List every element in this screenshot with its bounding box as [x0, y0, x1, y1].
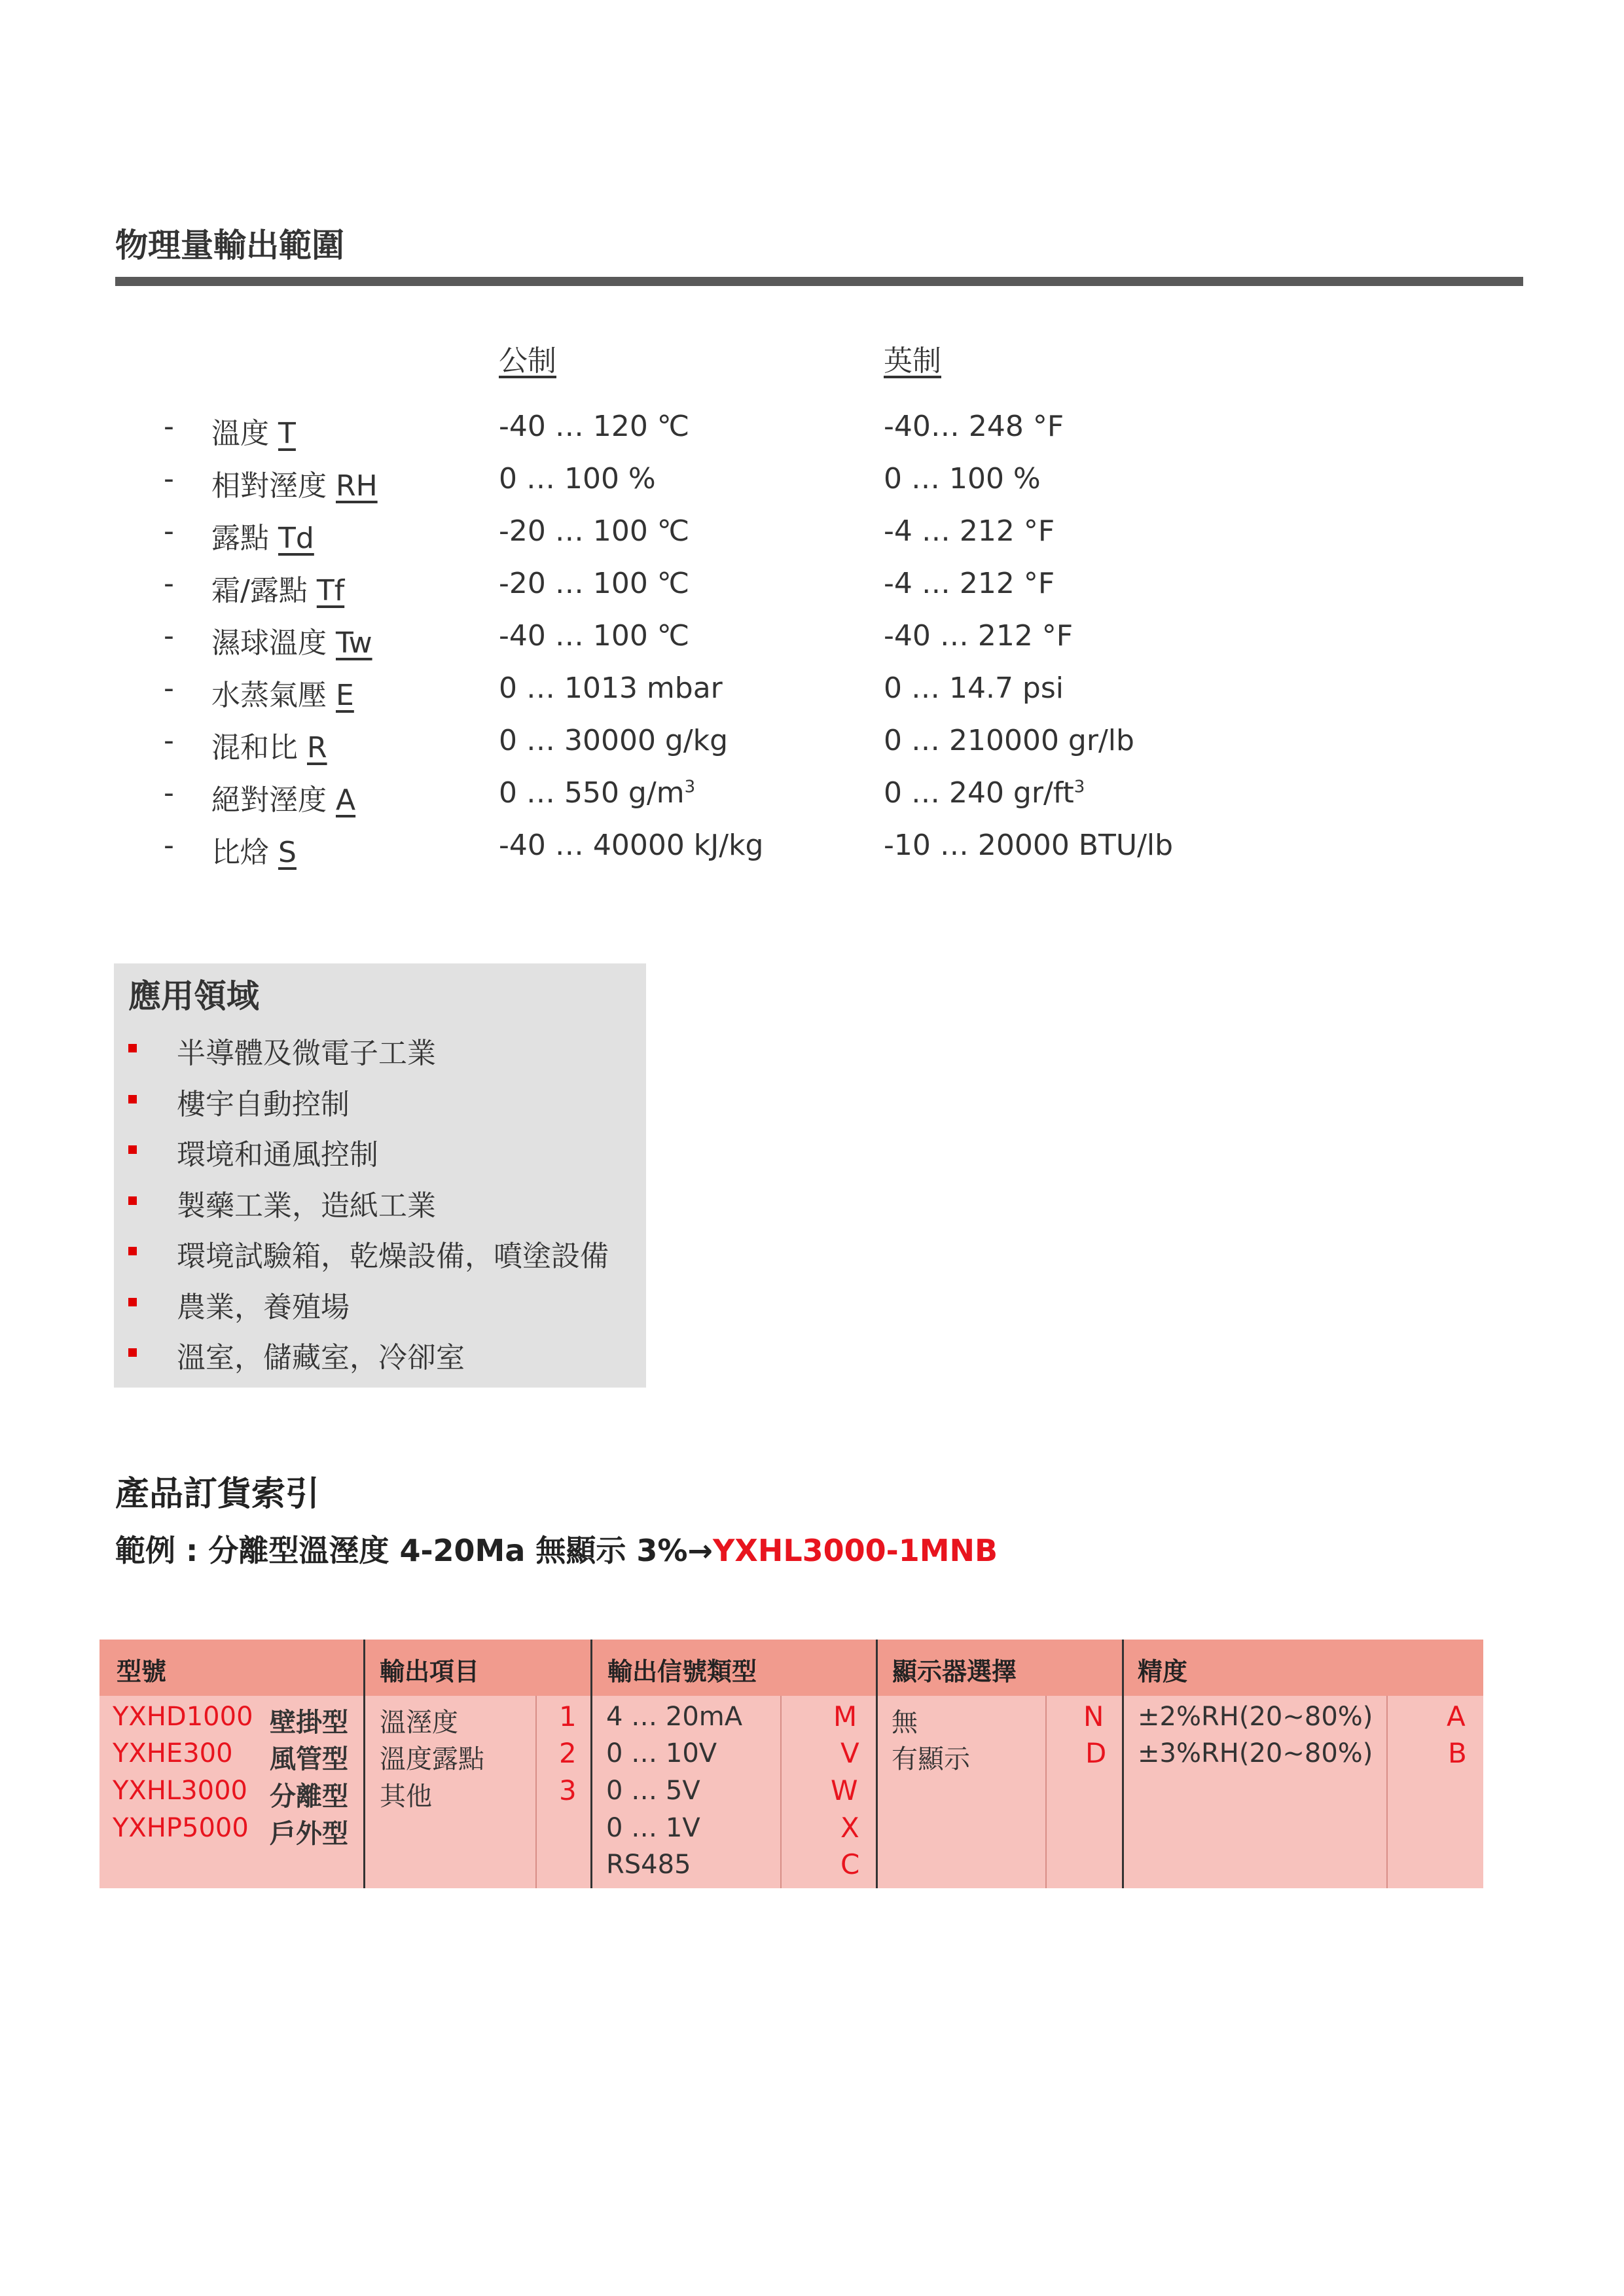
quantity-row	[0, 567, 1624, 619]
imperial-range: 0 … 210000 gr/lb	[884, 724, 1134, 757]
metric-range: 0 … 100 %	[499, 462, 656, 495]
quantity-name: 濕球溫度 Tw	[211, 626, 372, 660]
dash: -	[164, 619, 174, 653]
dash: -	[164, 462, 174, 495]
bullet-icon	[128, 1247, 137, 1255]
metric-range: -40 … 40000 kJ/kg	[499, 829, 764, 862]
order-table-header	[99, 1640, 1483, 1696]
signal-label: 0 … 5V	[606, 1776, 700, 1806]
model-code: YXHP5000	[113, 1813, 249, 1843]
metric-range: 0 … 550 $g/m^3$	[499, 776, 696, 810]
subcolumn-divider	[535, 1696, 537, 1888]
imperial-range: -4 … 212 °F	[884, 514, 1055, 548]
header-model: 型號	[117, 1657, 167, 1686]
column-divider	[876, 1640, 878, 1888]
quantity-name: 溫度 T	[211, 417, 296, 450]
metric-range: -40 … 100 ℃	[499, 619, 690, 653]
dash: -	[164, 567, 174, 600]
metric-range: 0 … 1013 mbar	[499, 672, 723, 705]
imperial-range: 0 … 100 %	[884, 462, 1041, 495]
signal-code: V	[840, 1737, 859, 1769]
model-type: 戶外型	[270, 1819, 348, 1849]
output-code: 2	[559, 1737, 577, 1769]
model-type: 分離型	[270, 1782, 348, 1812]
bullet-icon	[128, 1348, 137, 1357]
bullet-icon	[128, 1298, 137, 1306]
signal-code: C	[840, 1848, 860, 1880]
model-type: 壁掛型	[270, 1708, 348, 1738]
order-example: 範例 : 分離型溫溼度 4-20Ma 無顯示 3%→YXHL3000-1MNB	[115, 1533, 998, 1568]
section-title-ordering: 產品訂貨索引	[115, 1475, 320, 1514]
output-code: 3	[559, 1774, 577, 1806]
column-divider	[363, 1640, 365, 1888]
quantity-name: 混和比 R	[211, 731, 327, 764]
quantity-name: 水蒸氣壓 E	[211, 679, 354, 712]
column-divider	[590, 1640, 592, 1888]
quantity-row	[0, 619, 1624, 672]
accuracy-code: B	[1448, 1737, 1467, 1769]
signal-label: 4 … 20mA	[606, 1702, 743, 1732]
model-type: 風管型	[270, 1744, 348, 1774]
metric-range: -20 … 100 ℃	[499, 514, 690, 548]
column-divider	[1122, 1640, 1124, 1888]
display-code: N	[1083, 1700, 1104, 1732]
quantity-row	[0, 724, 1624, 776]
imperial-range: 0 … 14.7 psi	[884, 672, 1064, 705]
section-divider	[115, 277, 1523, 286]
imperial-range: -10 … 20000 BTU/lb	[884, 829, 1174, 862]
model-code: YXHD1000	[113, 1702, 253, 1732]
quantity-row	[0, 462, 1624, 514]
imperial-range: 0 … 240 $gr/ft^3$	[884, 776, 1085, 810]
signal-code: W	[831, 1774, 858, 1806]
subcolumn-divider	[1045, 1696, 1047, 1888]
accuracy-code: A	[1447, 1700, 1466, 1732]
example-code: YXHL3000-1MNB	[713, 1533, 998, 1568]
bullet-icon	[128, 1044, 137, 1052]
subcolumn-divider	[1386, 1696, 1388, 1888]
metric-range: 0 … 30000 g/kg	[499, 724, 729, 757]
quantity-row	[0, 514, 1624, 567]
accuracy-label: ±3%RH(20~80%)	[1138, 1738, 1373, 1768]
dash: -	[164, 829, 174, 862]
quantity-row	[0, 410, 1624, 462]
header-accuracy: 精度	[1138, 1657, 1188, 1686]
imperial-range: -40 … 212 °F	[884, 619, 1074, 653]
bullet-icon	[128, 1196, 137, 1205]
model-code: YXHE300	[113, 1738, 233, 1768]
header-output: 輸出項目	[380, 1657, 480, 1686]
quantity-name: 比焓 S	[211, 836, 297, 869]
display-code: D	[1085, 1737, 1107, 1769]
metric-range: -20 … 100 ℃	[499, 567, 690, 600]
header-signal: 輸出信號類型	[607, 1657, 757, 1686]
output-label: 溫溼度	[380, 1708, 458, 1738]
dash: -	[164, 776, 174, 810]
section-title-applications: 應用領域	[128, 977, 259, 1015]
dash: -	[164, 672, 174, 705]
imperial-range: -4 … 212 °F	[884, 567, 1055, 600]
signal-code: X	[840, 1812, 859, 1844]
quantity-name: 霜/露點 Tf	[211, 574, 345, 607]
dash: -	[164, 724, 174, 757]
model-code: YXHL3000	[113, 1776, 247, 1806]
quantity-row	[0, 672, 1624, 724]
signal-label: 0 … 1V	[606, 1813, 700, 1843]
metric-range: -40 … 120 ℃	[499, 410, 690, 443]
imperial-range: -40… 248 °F	[884, 410, 1064, 443]
signal-label: 0 … 10V	[606, 1738, 717, 1768]
column-header-metric: 公制	[499, 344, 556, 378]
quantity-row	[0, 776, 1624, 829]
subcolumn-divider	[780, 1696, 782, 1888]
header-display: 顯示器選擇	[892, 1657, 1017, 1686]
quantity-name: 相對溼度 RH	[211, 469, 378, 503]
accuracy-label: ±2%RH(20~80%)	[1138, 1702, 1373, 1732]
bullet-icon	[128, 1145, 137, 1154]
display-label: 有顯示	[892, 1744, 970, 1774]
output-code: 1	[559, 1700, 577, 1732]
display-label: 無	[892, 1708, 918, 1738]
bullet-icon	[128, 1095, 137, 1103]
signal-label: RS485	[606, 1850, 691, 1880]
signal-code: M	[833, 1700, 857, 1732]
dash: -	[164, 410, 174, 443]
quantity-name: 絕對溼度 A	[211, 783, 356, 817]
section-title-output-range: 物理量輸出範圍	[115, 226, 344, 264]
output-label: 其他	[380, 1782, 432, 1812]
column-header-imperial: 英制	[884, 344, 941, 378]
dash: -	[164, 514, 174, 548]
output-label: 溫度露點	[380, 1744, 484, 1774]
quantity-name: 露點 Td	[211, 522, 314, 555]
quantity-row	[0, 829, 1624, 881]
